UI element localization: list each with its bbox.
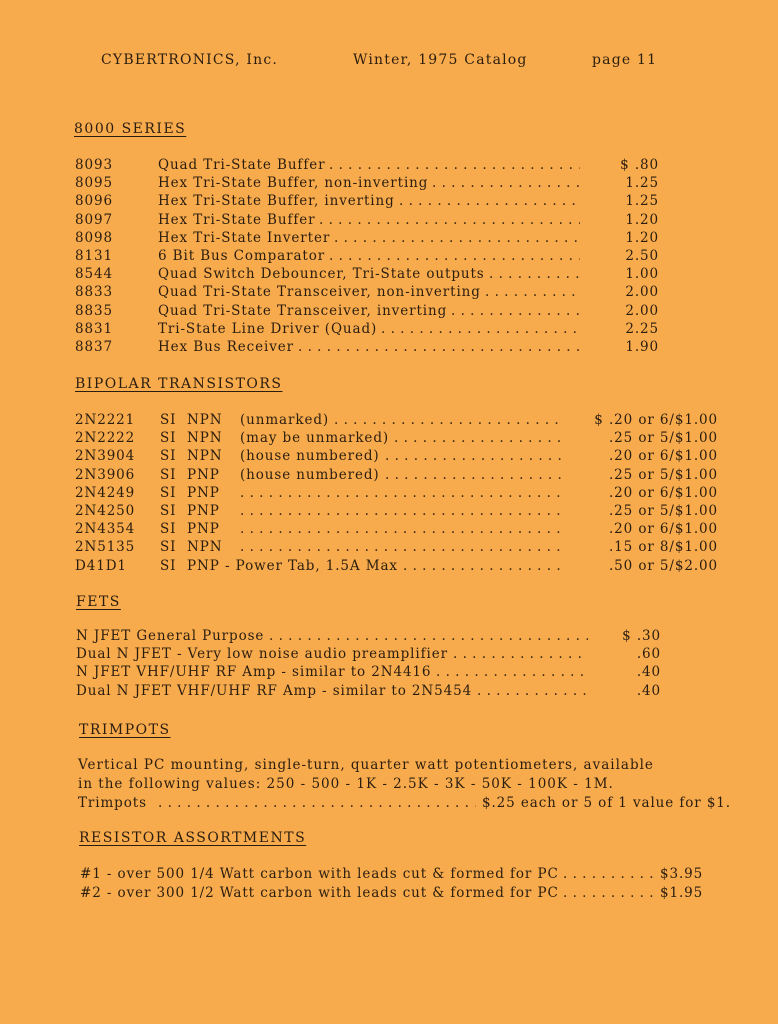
page-number: page 11 [592,52,658,68]
table-row [80,885,720,903]
part-number: 8835 [75,302,113,319]
table-row [80,866,720,884]
leader-dots [394,430,563,446]
description: Hex Tri-State Buffer, inverting [158,193,395,210]
description: Quad Tri-State Transceiver, inverting [158,302,448,319]
table-row [75,521,725,539]
note: - Power Tab, 1.5A Max [225,557,398,574]
polarity: NPN [187,412,223,428]
table-row [75,284,675,302]
description: Tri-State Line Driver (Quad) [158,320,378,337]
trimpots-price: $.25 each or 5 of 1 value for $1. [482,795,731,811]
table-row [75,212,675,230]
part-number: 2N5135 [75,539,136,556]
table-row [75,448,725,466]
table-row [75,266,675,284]
material: SI [160,412,177,428]
trimpots-price-row [78,795,748,813]
description: Hex Tri-State Inverter [158,229,331,246]
leader-dots [477,683,588,699]
polarity: NPN [187,430,223,447]
table-row [76,664,676,682]
table-row [75,339,675,357]
price: .25 or 5/$1.00 [608,503,718,519]
description: #2 - over 300 1/2 Watt carbon with leads cut & formed for PC [80,885,559,901]
leader-dots [385,448,563,464]
part-number: 8833 [75,284,113,301]
material: SI [160,521,177,538]
part-number: 2N3904 [75,448,136,465]
trimpots-item: Trimpots [78,795,147,811]
leader-dots [329,248,580,264]
note: (may be unmarked) [240,430,390,447]
table-row [76,683,676,701]
leader-dots [329,157,580,173]
part-number: 2N4354 [75,521,136,538]
price: .20 or 6/$1.00 [608,521,718,538]
part-number: 8837 [75,339,113,355]
part-number: 8095 [75,175,113,192]
material: SI [160,430,177,447]
table-row [75,485,725,503]
price: 1.90 [625,339,659,355]
table-row [75,157,675,175]
leader-dots [453,646,588,662]
section-title-bipolar-transistors: BIPOLAR TRANSISTORS [75,376,283,392]
part-number: 8544 [75,266,113,283]
description: Quad Tri-State Buffer [158,157,326,173]
price: .60 [636,646,661,663]
polarity: PNP [187,466,220,483]
price: .15 or 8/$1.00 [608,539,718,556]
table-row [76,646,676,664]
table-row [75,321,675,339]
table-row [75,193,675,211]
leader-dots [319,212,580,228]
polarity: PNP [187,484,220,501]
price: 2.00 [625,302,659,319]
description: Hex Bus Receiver [158,339,294,355]
section-title-trimpots: TRIMPOTS [79,722,171,738]
polarity: PNP [187,503,220,519]
material: SI [160,484,177,501]
material: SI [160,503,177,519]
price: $ .30 [622,628,661,644]
price: 1.00 [625,266,659,283]
table-row [75,303,675,321]
part-number: 8096 [75,193,113,210]
table-row [75,248,675,266]
description: N JFET General Purpose [76,628,265,644]
leader-dots [399,193,580,209]
price: .25 or 5/$1.00 [608,430,718,447]
price: .20 or 6/$1.00 [608,484,718,501]
polarity: PNP [187,521,220,538]
part-number: 2N2221 [75,412,136,428]
leader-dots [334,230,580,246]
section-title-fets: FETS [76,594,121,610]
leader-dots [240,485,563,501]
leader-dots [381,321,580,337]
leader-dots [269,628,588,644]
part-number: 8093 [75,157,113,173]
leader-dots [489,266,580,282]
polarity: NPN [187,448,223,465]
price: .20 or 6/$1.00 [608,448,718,465]
part-number: D41D1 [75,557,127,574]
price: 2.00 [625,284,659,301]
table-row [75,412,725,430]
leader-dots [563,866,656,882]
polarity: NPN [187,539,223,556]
leader-dots [485,284,580,300]
price: 1.20 [625,229,659,246]
description: Hex Tri-State Buffer, non-inverting [158,175,429,192]
part-number: 8131 [75,248,113,264]
part-number: 8097 [75,211,113,228]
price: .40 [636,664,661,681]
material: SI [160,466,177,483]
leader-dots [334,412,563,428]
trimpots-description-line-2: in the following values: 250 - 500 - 1K - 2.5K - 3K - 50K - 100K - 1M. [78,776,614,792]
part-number: 2N4250 [75,503,136,519]
section-title-8000-series: 8000 SERIES [74,121,187,137]
part-number: 2N2222 [75,430,136,447]
leader-dots [403,558,563,574]
price: $1.95 [660,885,704,901]
leader-dots [240,503,563,519]
table-row [75,467,725,485]
note: (house numbered) [240,466,380,483]
description: Dual N JFET VHF/UHF RF Amp - similar to 2N5454 [76,682,473,699]
description: N JFET VHF/UHF RF Amp - similar to 2N4416 [76,664,432,681]
note: (house numbered) [240,448,380,465]
section-title-resistor-assortments: RESISTOR ASSORTMENTS [79,830,307,846]
part-number: 8098 [75,229,113,246]
leader-dots [240,521,563,537]
description: Quad Tri-State Transceiver, non-inverting [158,284,481,301]
description: Dual N JFET - Very low noise audio preamplifier [76,646,448,663]
table-row [75,539,725,557]
material: SI [160,539,177,556]
price: .25 or 5/$1.00 [608,466,718,483]
material: SI [160,448,177,465]
leader-dots [563,885,656,901]
leader-dots [385,467,563,483]
description: Hex Tri-State Buffer [158,211,316,228]
leader-dots [432,175,580,191]
leader-dots [158,795,476,811]
price: 2.25 [625,320,659,337]
leader-dots [436,664,588,680]
price: $ .80 [620,157,659,173]
table-row [76,628,676,646]
leader-dots [298,339,580,355]
description: Quad Switch Debouncer, Tri-State outputs [158,266,485,283]
catalog-title: Winter, 1975 Catalog [353,52,528,68]
table-row [75,430,725,448]
material: SI [160,557,177,574]
price: $ .20 or 6/$1.00 [594,412,718,428]
description: 6 Bit Bus Comparator [158,248,326,264]
table-row [75,230,675,248]
price: 1.25 [625,193,659,210]
price: .50 or 5/$2.00 [608,557,718,574]
part-number: 2N4249 [75,484,136,501]
table-row [75,558,725,576]
price: .40 [636,682,661,699]
part-number: 8831 [75,320,113,337]
price: 1.25 [625,175,659,192]
description: #1 - over 500 1/4 Watt carbon with leads cut & formed for PC [80,866,559,882]
polarity: PNP [187,557,220,574]
note: (unmarked) [240,412,330,428]
price: $3.95 [660,866,704,882]
trimpots-description-line-1: Vertical PC mounting, single-turn, quarter watt potentiometers, available [78,757,654,773]
table-row [75,175,675,193]
company-name: CYBERTRONICS, Inc. [101,52,279,68]
price: 2.50 [625,248,659,264]
leader-dots [451,303,580,319]
price: 1.20 [625,211,659,228]
leader-dots [240,539,563,555]
table-row [75,503,725,521]
part-number: 2N3906 [75,466,136,483]
